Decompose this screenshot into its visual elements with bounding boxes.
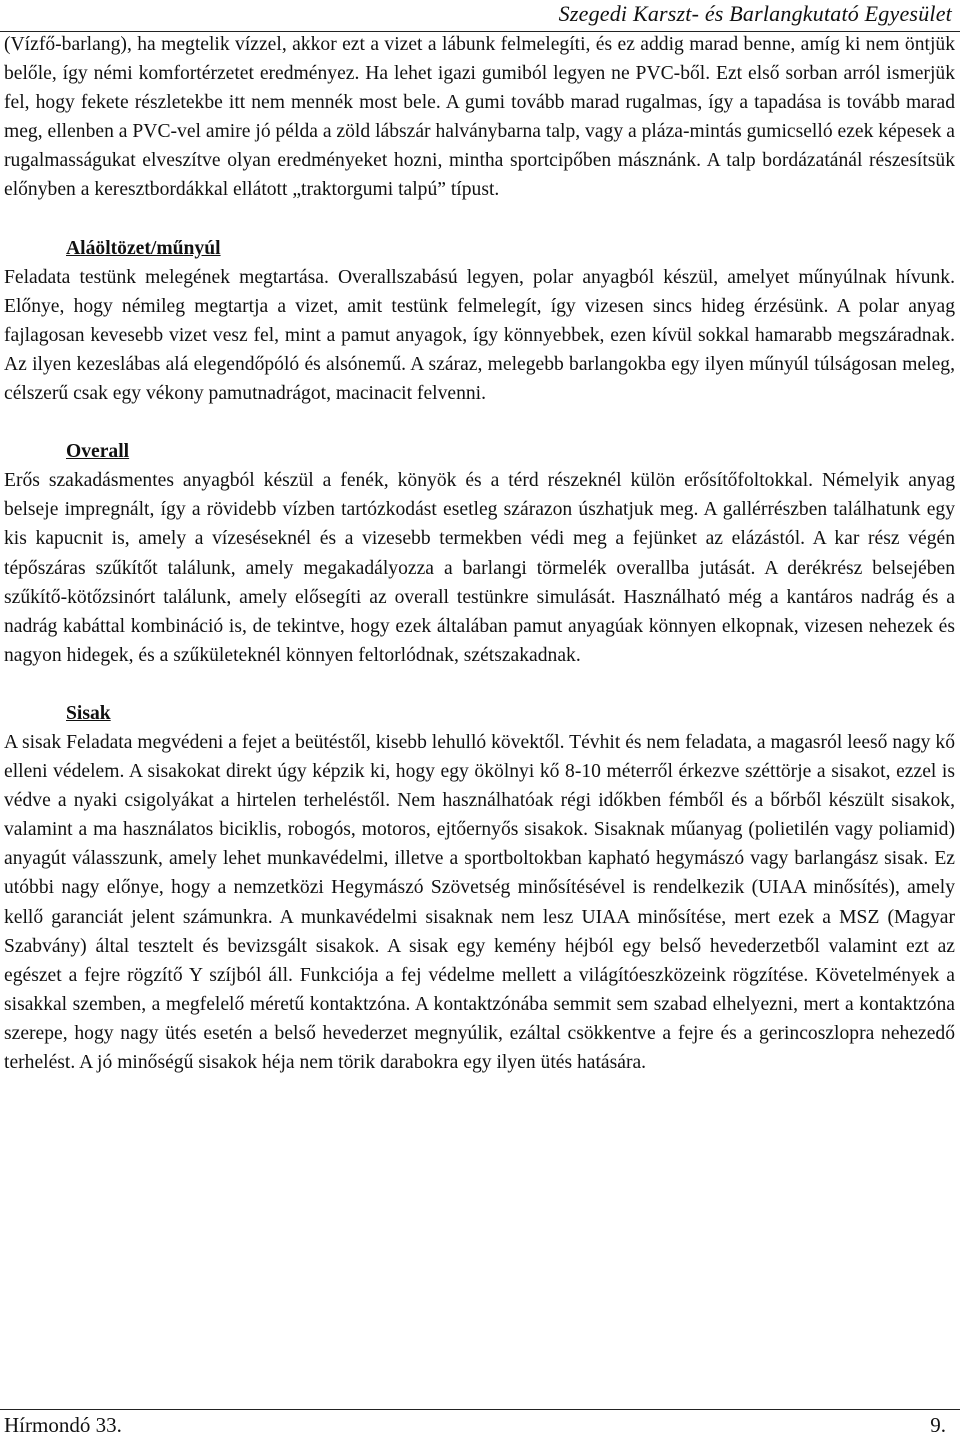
section-paragraph-sisak: A sisak Feladata megvédeni a fejet a beütéstől, kisebb lehulló kövektől. Tévhit és nem feladata, a magasról leeső nagy kő elleni védelem. A sisakokat direkt úgy képzik ki, hogy egy ökölnyi kő 8-10 méterről érkezve széttörje a sisakot, ezzel is védve a nyaki csigolyákat a hirtelen terheléstől. Nem használhatóak régi időkben fémből és a bőrből készült sisakok, valamint a ma használatos biciklis, robogós, motoros, ejtőernyős sisakok. Sisaknak műanyag (polietilén vagy poliamid) anyagút válasszunk, amely lehet munkavédelmi, illetve a sportboltokban kapható hegymászó vagy barlangász sisak. Ez utóbbi nagy előnye, hogy a nemzetközi Hegymászó Szövetség minősítésével is rendelkezik (UIAA minősítés), amely kellő garanciát jelent számunkra. A munkavédelmi sisaknak nem lesz UIAA minősítése, mert ezek a MSZ (Magyar Szabvány) által tesztelt és bevizsgált sisakok. A sisak egy kemény héjból egy belső hevederzetből valamint ezt az egészet a fejre rögzítő Y szíjból áll. Funkciója a fej védelme mellett a világítóeszközeink rögzítése. Követelmények a sisakkal szemben, a megfelelő méretű kontaktzóna. A kontaktzónába semmit sem szabad elhelyezni, mert a kontaktzóna szerepe, hogy nagy ütés esetén a belső hevederzet megnyúlik, ezáltal csökkentve a fejre és a gerincoszlopra nehezedő terhelést. A jó minőségű sisakok héja nem törik darabokra egy ilyen ütés hatására. xyxy=(4,731,955,1073)
page-footer xyxy=(0,1409,960,1438)
page-header xyxy=(0,0,960,32)
section-spacer xyxy=(4,670,955,699)
section-spacer xyxy=(4,205,955,234)
section-paragraph-overall: Erős szakadásmentes anyagból készül a fenék, könyök és a térd részeknél külön erősítőfoltokkal. Némelyik anyag belseje impregnált, így a rövidebb vízben tartózkodást esetleg szárazon úszhatjuk meg. A gallérrészben találhatunk egy kis kapucnit is, amely a vízeséseknél és a vizesebb termekben védi meg a fejünket az elázástól. A kar rész végén tépőszáras szűkítőt találunk, amely megakadályozza a barlangi törmelék overallba jutását. A derékrész belsejében szűkítő-kötőzsinórt találunk, amely elősegíti az overall testünkre simulását. Használható még a kantáros nadrág és a nadrág kabáttal kombináció is, de tekintve, hogy ezek általában pamut anyagúak könnyen elkopnak, vizesen nehezek és nagyon hidegek, és a szűkületeknél könnyen feltorlódnak, szétszakadnak. xyxy=(4,470,955,666)
section-heading-overall: Overall xyxy=(66,441,130,463)
section-heading-alaoltozet: Aláöltözet/műnyúl xyxy=(66,237,221,259)
section-spacer xyxy=(4,408,955,437)
intro-paragraph: (Vízfő-barlang), ha megtelik vízzel, akkor ezt a vizet a lábunk felmelegíti, és ez addig marad benne, amíg ki nem öntjük belőle, így némi komfortérzetet eredményez. Ha lehet igazi gumiból legyen ne PVC-ből. Ezt első sorban arról ismerjük fel, hogy fekete részletekbe itt nem mennék most bele. A gumi tovább marad rugalmas, így a tapadása is tovább marad meg, ellenben a PVC-vel amire jó példa a zöld lábszár halványbarna talp, vagy a pláza-mintás gumicselló ezek képesek a rugalmasságukat elveszítve olyan eredményeket hozni, mintha sportcipőben másznánk. A talp bordázatánál részesítsük előnyben a keresztbordákkal ellátott „traktorgumi talpú” típust. xyxy=(4,34,956,201)
header-title: Szegedi Karszt- és Barlangkutató Egyesület xyxy=(558,1,952,26)
section-paragraph-alaoltozet: Feladata testünk melegének megtartása. Overallszabású legyen, polar anyagból készül, amelyet műnyúlnak hívunk. Előnye, hogy némileg megtartja a vizet, amit testünk felmelegít, így vizesen sincs hideg érzésünk. A polar anyag fajlagosan kevesebb vizet vesz fel, mint a pamut anyagok, így könnyebbek, ezen kívül sokkal hamarabb megszáradnak. Az ilyen kezeslábas alá elegendőpóló és alsónemű. A száraz, melegebb barlangokba egy ilyen műnyúl túlságosan meleg, célszerű csak egy vékony pamutnadrágot, macinacit felvenni. xyxy=(4,266,955,405)
page-content xyxy=(4,30,955,1077)
section-heading-sisak: Sisak xyxy=(66,702,111,724)
footer-page-number: 9. xyxy=(930,1413,946,1437)
footer-publication: Hírmondó 33. xyxy=(4,1413,122,1437)
